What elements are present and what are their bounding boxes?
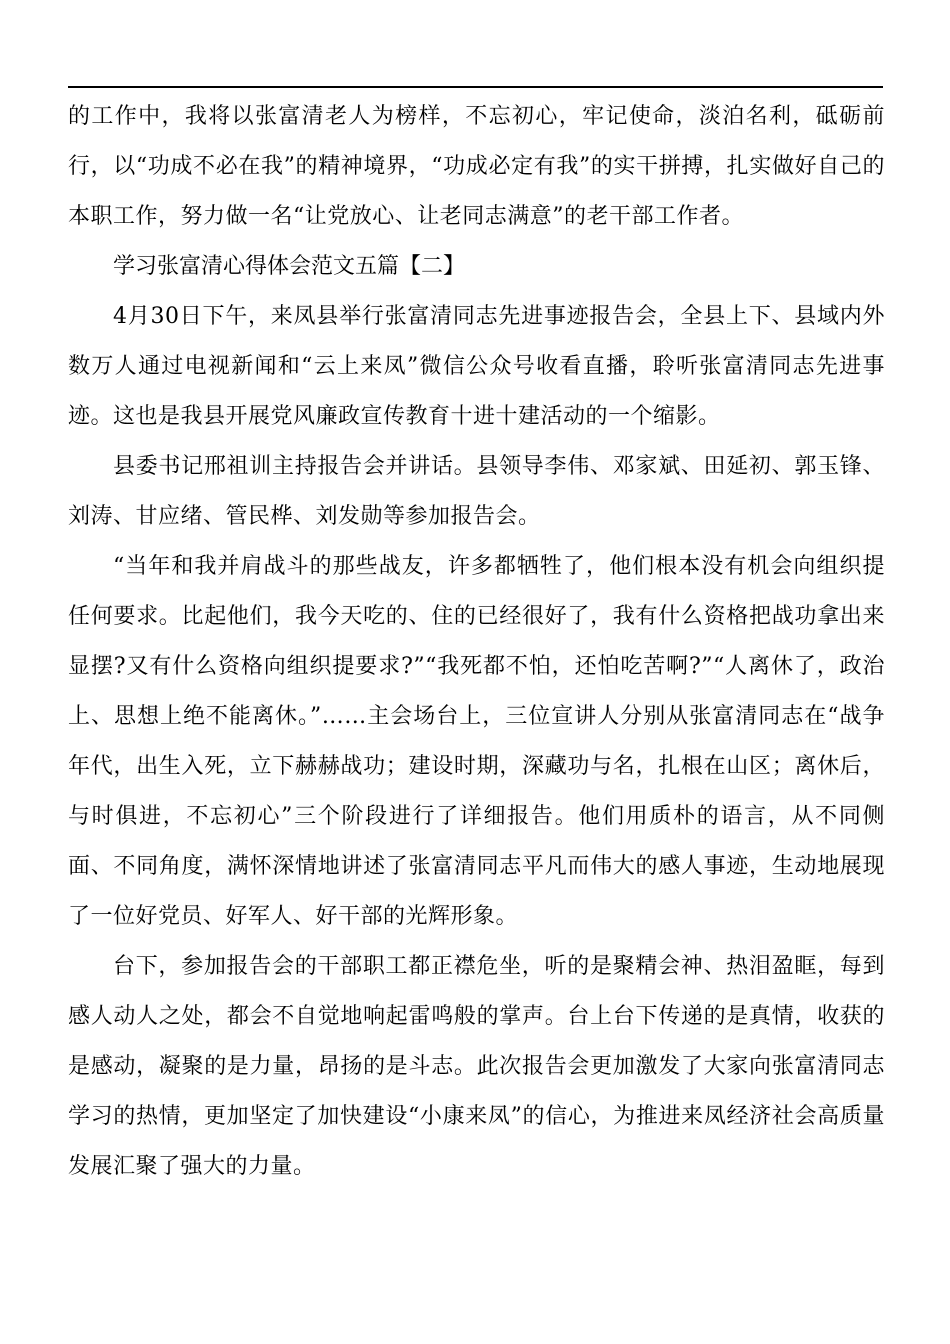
section-heading: 学习张富清心得体会范文五篇【二】	[113, 254, 466, 279]
paragraph-quotes: “当年和我并肩战斗的那些战友，许多都牺牲了，他们根本没有机会向组织提任何要求。比起他们，我今天吃的、住的已经很好了，我有什么资格把战功拿出来显摆?又有什么资格向组织提要求?”“我死都不怕，还怕吃苦啊?”“人离休了，政治上、思想上绝不能离休。”……主会场台上，三位宣讲人分别从张富清同志在“战争年代，出生入死，立下赫赫战功；建设时期，深藏功与名，扎根在山区；离休后，与时俱进，不忘初心”三个阶段进行了详细报告。他们用质朴的语言，从不同侧面、不同角度，满怀深情地讲述了张富清同志平凡而伟大的感人事迹，生动地展现了一位好党员、好军人、好干部的光辉形象。	[68, 554, 885, 929]
paragraph-report-meeting: 4月30日下午，来凤县举行张富清同志先进事迹报告会，全县上下、县域内外数万人通过电视新闻和“云上来凤”微信公众号收看直播，聆听张富清同志先进事迹。这也是我县开展党风廉政宣传教育十进十建活动的一个缩影。	[68, 304, 885, 429]
paragraph-leaders: 县委书记邢祖训主持报告会并讲话。县领导李伟、邓家斌、田延初、郭玉锋、刘涛、甘应绪、管民桦、刘发勋等参加报告会。	[68, 454, 885, 529]
header-rule	[68, 86, 883, 88]
paragraph-continuation: 的工作中，我将以张富清老人为榜样，不忘初心，牢记使命，淡泊名利，砥砺前行，以“功成不必在我”的精神境界，“功成必定有我”的实干拼搏，扎实做好自己的本职工作，努力做一名“让党放心、让老同志满意”的老干部工作者。	[68, 104, 885, 229]
paragraph-audience: 台下，参加报告会的干部职工都正襟危坐，听的是聚精会神、热泪盈眶，每到感人动人之处，都会不自觉地响起雷鸣般的掌声。台上台下传递的是真情，收获的是感动，凝聚的是力量，昂扬的是斗志。此次报告会更加激发了大家向张富清同志学习的热情，更加坚定了加快建设“小康来凤”的信心，为推进来凤经济社会高质量发展汇聚了强大的力量。	[68, 954, 885, 1179]
document-body	[68, 92, 885, 1192]
